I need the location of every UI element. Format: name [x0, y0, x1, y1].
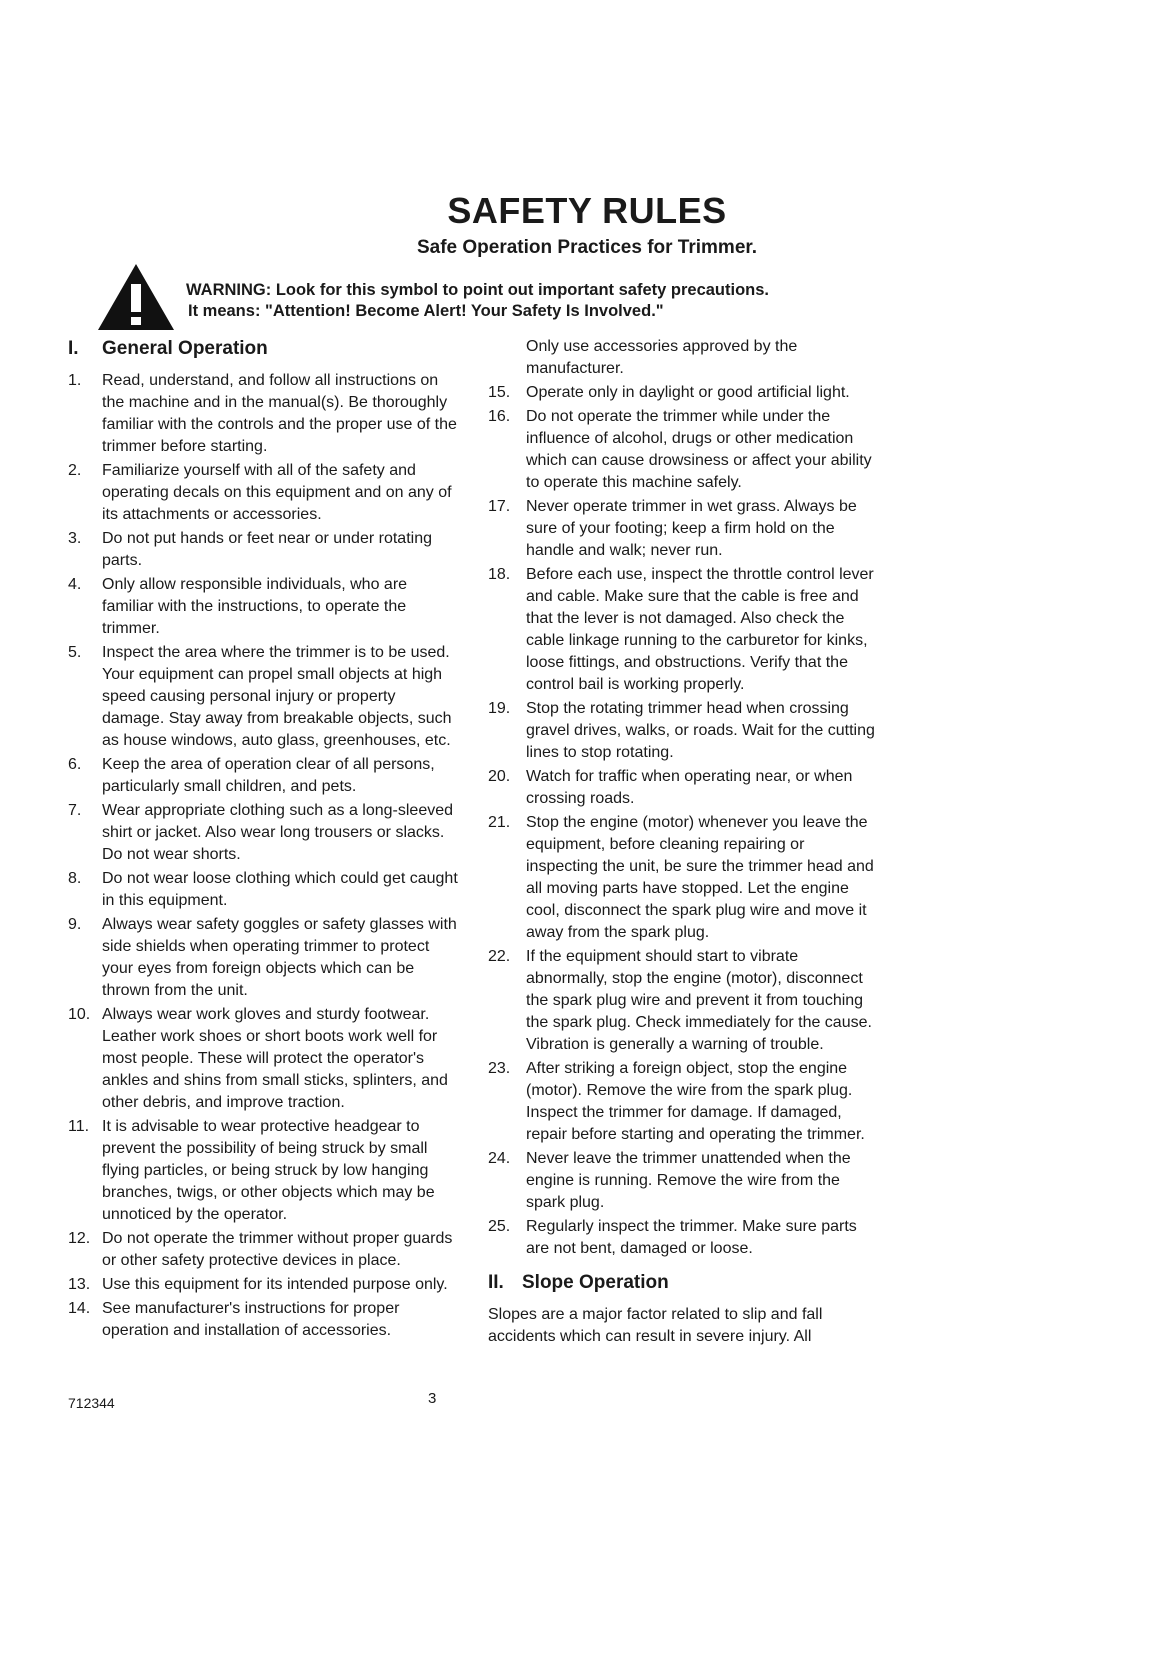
- warning-notice: [186, 280, 946, 322]
- rule-text: After striking a foreign object, stop the engine (motor). Remove the wire from the spark plug. Inspect the trimmer for damage. If damaged, repair before starting and operating the trimmer.: [526, 1060, 865, 1143]
- rule-item: [488, 382, 880, 404]
- rule-text: Read, understand, and follow all instructions on the machine and in the manual(s). Be thoroughly familiar with the controls and the proper use of the trimmer before starting.: [102, 372, 457, 455]
- page-title: SAFETY RULES: [447, 190, 727, 231]
- rule-text: Watch for traffic when operating near, or when crossing roads.: [526, 768, 853, 807]
- rule-item: [68, 1004, 458, 1114]
- rule-item: [68, 1116, 458, 1226]
- rule-item: [68, 460, 458, 526]
- rule-number: 15.: [488, 384, 511, 401]
- rule-text: Do not operate the trimmer without proper guards or other safety protective devices in place.: [102, 1230, 453, 1269]
- left-column: [68, 336, 458, 1344]
- section-title: Slope Operation: [522, 1272, 669, 1293]
- section-heading-general-operation: [68, 336, 458, 362]
- section-heading-slope-operation: [488, 1270, 880, 1296]
- rule-item: [488, 812, 880, 944]
- rule-text: Do not wear loose clothing which could get caught in this equipment.: [102, 870, 458, 909]
- rule-text: Wear appropriate clothing such as a long-sleeved shirt or jacket. Also wear long trousers or slacks. Do not wear shorts.: [102, 802, 454, 863]
- right-column: [488, 336, 880, 1348]
- rule-text: Operate only in daylight or good artificial light.: [526, 384, 850, 401]
- warning-line-2: It means: "Attention! Become Alert! Your Safety Is Involved.": [188, 302, 664, 320]
- rule-number: 10.: [68, 1006, 91, 1023]
- rule-text: Never leave the trimmer unattended when the engine is running. Remove the wire from the spark plug.: [526, 1150, 851, 1211]
- rule-item: [68, 754, 458, 798]
- rule-number: 4.: [68, 576, 82, 593]
- rule-text: Stop the rotating trimmer head when crossing gravel drives, walks, or roads. Wait for the cutting lines to stop rotating.: [526, 700, 875, 761]
- page-number: 3: [428, 1390, 437, 1407]
- rule-item: [488, 406, 880, 494]
- section-number: II.: [488, 1272, 504, 1293]
- page-subtitle: Safe Operation Practices for Trimmer.: [416, 237, 758, 258]
- rule-number: 16.: [488, 408, 511, 425]
- rule-14-continued: Only use accessories approved by the manufacturer.: [526, 338, 798, 377]
- rule-text: Regularly inspect the trimmer. Make sure parts are not bent, damaged or loose.: [526, 1218, 857, 1257]
- rule-number: 3.: [68, 530, 82, 547]
- rule-number: 18.: [488, 566, 511, 583]
- rule-item: [488, 1148, 880, 1214]
- rule-number: 12.: [68, 1230, 91, 1247]
- rule-text: Never operate trimmer in wet grass. Always be sure of your footing; keep a firm hold on the handle and walk; never run.: [526, 498, 857, 559]
- rule-text: Keep the area of operation clear of all persons, particularly small children, and pets.: [102, 756, 435, 795]
- section-number: I.: [68, 338, 79, 359]
- rule-number: 14.: [68, 1300, 91, 1317]
- rule-number: 9.: [68, 916, 82, 933]
- rule-item: [68, 574, 458, 640]
- rule-item: [68, 1228, 458, 1272]
- rule-item: [488, 496, 880, 562]
- rule-item: [68, 528, 458, 572]
- rule-item: [488, 1216, 880, 1260]
- rule-text: Do not operate the trimmer while under the influence of alcohol, drugs or other medication which can cause drowsiness or affect your ability to operate this machine safely.: [526, 408, 872, 491]
- rule-text: It is advisable to wear protective headgear to prevent the possibility of being struck by small flying particles, or being struck by low hanging branches, twigs, or other objects which may be unnoticed by the operator.: [102, 1118, 435, 1223]
- warning-line-1: WARNING: Look for this symbol to point out important safety precautions.: [186, 281, 770, 299]
- rule-number: 19.: [488, 700, 511, 717]
- rule-number: 7.: [68, 802, 82, 819]
- rule-text: See manufacturer's instructions for proper operation and installation of accessories.: [102, 1300, 400, 1339]
- rule-text: Familiarize yourself with all of the safety and operating decals on this equipment and on any of its attachments or accessories.: [102, 462, 452, 523]
- rule-text: Always wear safety goggles or safety glasses with side shields when operating trimmer to protect your eyes from foreign objects which can be thrown from the unit.: [102, 916, 457, 999]
- rule-text: Always wear work gloves and sturdy footwear. Leather work shoes or short boots work well for most people. These will protect the operator's ankles and shins from small sticks, splinters, and other debris, and improve traction.: [102, 1006, 448, 1111]
- rule-number: 22.: [488, 948, 511, 965]
- rule-number: 23.: [488, 1060, 511, 1077]
- rule-text: Only allow responsible individuals, who are familiar with the instructions, to operate the trimmer.: [102, 576, 408, 637]
- rule-text: Inspect the area where the trimmer is to be used. Your equipment can propel small objects at high speed causing personal injury or property damage. Stay away from breakable objects, such as house windows, auto glass, greenhouses, etc.: [102, 644, 452, 749]
- rule-number: 13.: [68, 1276, 91, 1293]
- rule-number: 2.: [68, 462, 82, 479]
- rule-text: If the equipment should start to vibrate abnormally, stop the engine (motor), disconnect the spark plug wire and prevent it from touching the spark plug. Check immediately for the cause. Vibration is generally a warning of trouble.: [526, 948, 872, 1053]
- rule-item: [68, 868, 458, 912]
- rule-list-left: [68, 370, 458, 1342]
- document-number: 712344: [68, 1395, 115, 1411]
- rule-number: 6.: [68, 756, 82, 773]
- rule-number: 17.: [488, 498, 511, 515]
- rule-number: 24.: [488, 1150, 511, 1167]
- rule-number: 8.: [68, 870, 82, 887]
- rule-item: [68, 1298, 458, 1342]
- rule-item: [68, 370, 458, 458]
- rule-item: [488, 766, 880, 810]
- warning-triangle-icon: [96, 262, 176, 332]
- section-title: General Operation: [102, 338, 268, 359]
- rule-list-right: [488, 382, 880, 1260]
- rule-number: 21.: [488, 814, 511, 831]
- rule-item: [68, 642, 458, 752]
- rule-item: [68, 1274, 458, 1296]
- rule-number: 5.: [68, 644, 82, 661]
- rule-item: [488, 698, 880, 764]
- rule-number: 20.: [488, 768, 511, 785]
- rule-item: [68, 800, 458, 866]
- rule-number: 1.: [68, 372, 82, 389]
- rule-text: Use this equipment for its intended purpose only.: [102, 1276, 448, 1293]
- rule-item: [488, 564, 880, 696]
- rule-text: Before each use, inspect the throttle control lever and cable. Make sure that the cable is free and that the lever is not damaged. Also check the cable linkage running to the carburetor for kinks, loose fittings, and obstructions. Verify that the control bail is working properly.: [526, 566, 874, 693]
- rule-number: 25.: [488, 1218, 511, 1235]
- rule-item: [488, 1058, 880, 1146]
- rule-text: Do not put hands or feet near or under rotating parts.: [102, 530, 432, 569]
- slope-operation-paragraph: Slopes are a major factor related to slip and fall accidents which can result in severe injury. All: [488, 1306, 823, 1345]
- rule-item: [488, 946, 880, 1056]
- rule-item: [68, 914, 458, 1002]
- rule-number: 11.: [68, 1118, 90, 1135]
- rule-text: Stop the engine (motor) whenever you leave the equipment, before cleaning repairing or inspecting the unit, be sure the trimmer head and all moving parts have stopped. Let the engine cool, disconnect the spark plug wire and move it away from the spark plug.: [526, 814, 874, 941]
